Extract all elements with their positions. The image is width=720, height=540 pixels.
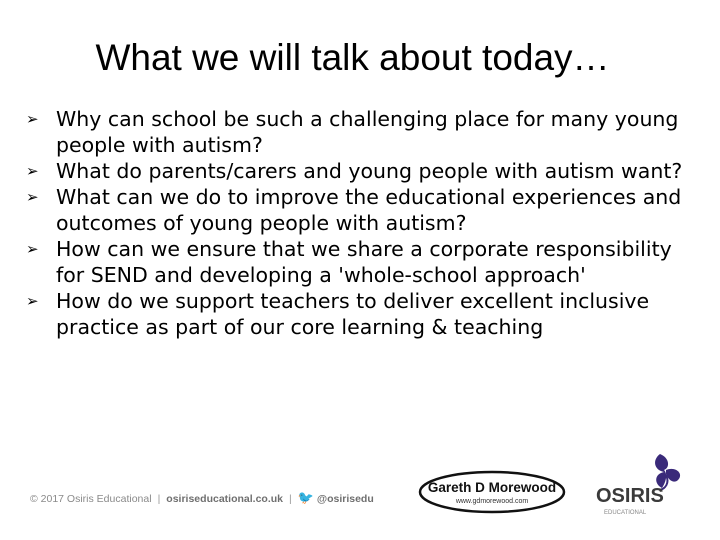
- osiris-logo-name: OSIRIS: [596, 485, 664, 507]
- bullet-item: [26, 236, 706, 288]
- bullet-list: [26, 106, 706, 340]
- footer-separator: |: [157, 493, 161, 505]
- osiris-logo-tagline: EDUCATIONAL: [604, 510, 647, 516]
- footer-separator: |: [289, 493, 292, 505]
- twitter-handle[interactable]: @osirisedu: [316, 493, 374, 505]
- arrow-right-icon: ➢: [26, 240, 39, 258]
- bullet-item: [26, 158, 706, 184]
- gareth-logo-url: www.gdmorewood.com: [455, 498, 529, 505]
- bullet-item: [26, 288, 706, 340]
- slide-title: What we will talk about today…: [95, 37, 610, 78]
- arrow-right-icon: ➢: [26, 292, 39, 310]
- twitter-icon: 🐦: [297, 490, 314, 505]
- bullet-text: What can we do to improve the educational experiences and outcomes of young people with autism?: [56, 185, 682, 235]
- osiris-logo: [596, 448, 700, 526]
- footer: [30, 490, 374, 506]
- bullet-text: Why can school be such a challenging place for many young people with autism?: [56, 107, 679, 157]
- bullet-text: What do parents/carers and young people with autism want?: [56, 159, 683, 183]
- bullet-text: How can we ensure that we share a corporate responsibility for SEND and developing a 'whole-school approach': [56, 237, 672, 287]
- copyright-text: © 2017 Osiris Educational: [30, 493, 152, 505]
- bullet-text: How do we support teachers to deliver excellent inclusive practice as part of our core learning & teaching: [56, 289, 650, 339]
- bullet-item: [26, 106, 706, 158]
- website-link[interactable]: osiriseducational.co.uk: [166, 493, 283, 505]
- arrow-right-icon: ➢: [26, 110, 39, 128]
- arrow-right-icon: ➢: [26, 188, 39, 206]
- arrow-right-icon: ➢: [26, 162, 39, 180]
- gareth-morewood-logo: [418, 469, 566, 515]
- bullet-item: [26, 184, 706, 236]
- gareth-logo-name: Gareth D Morewood: [427, 480, 557, 495]
